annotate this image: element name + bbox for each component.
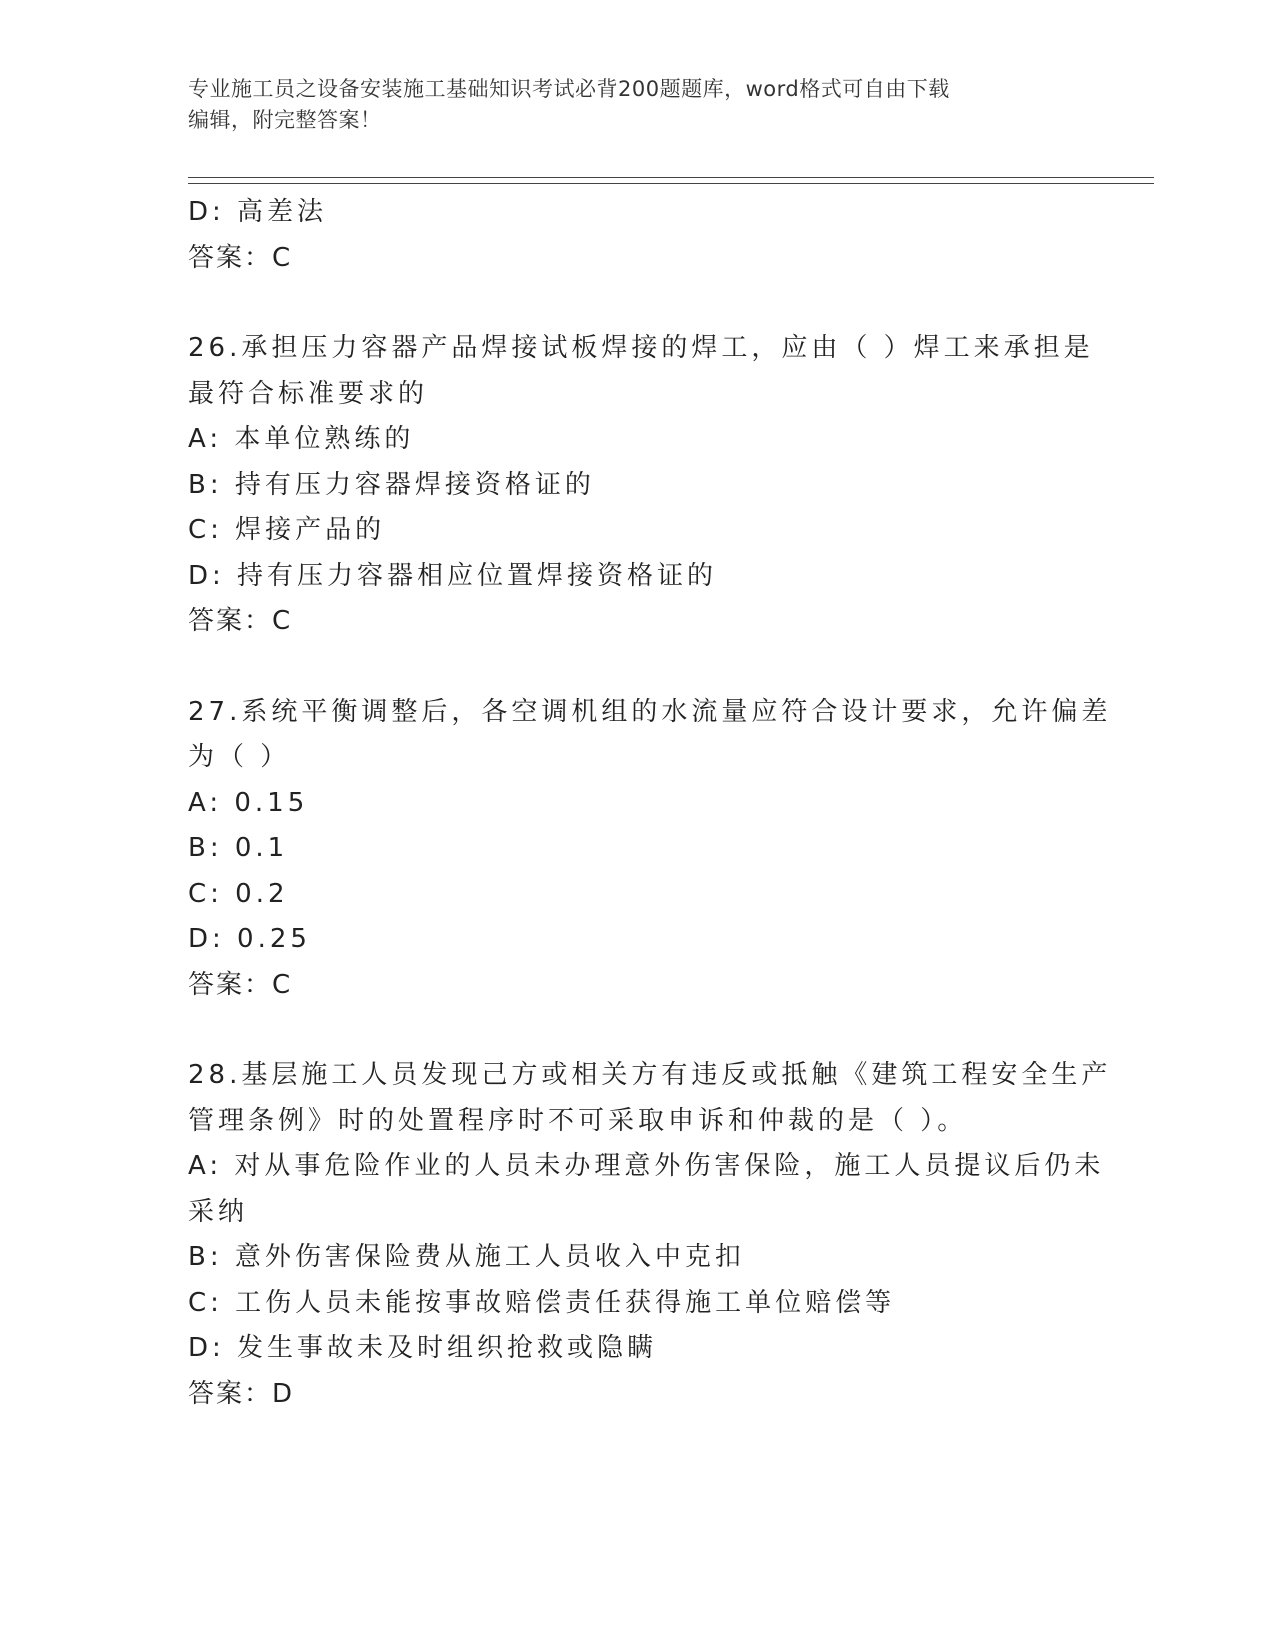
question-stem-continued: 管理条例》时的处置程序时不可采取申诉和仲裁的是（ ）。	[188, 1105, 968, 1136]
spacer	[188, 1008, 1088, 1053]
header-divider	[188, 177, 1154, 184]
header-title-line-2: 编辑，附完整答案！	[188, 108, 382, 132]
question-stem: 28.基层施工人员发现己方或相关方有违反或抵触《建筑工程安全生产	[188, 1060, 1112, 1090]
page-header	[188, 74, 1068, 136]
question-28	[188, 1053, 1112, 1417]
question-stem: 26.承担压力容器产品焊接试板焊接的焊工，应由（ ）焊工来承担是	[188, 333, 1094, 363]
option-a: A: 0.15	[188, 787, 309, 818]
option-d: D: 高差法	[188, 197, 328, 227]
header-title-line-1: 专业施工员之设备安装施工基础知识考试必背200题题库，word格式可自由下载	[188, 77, 950, 101]
option-c: C: 0.2	[188, 878, 289, 909]
question-27	[188, 690, 1112, 1009]
spacer	[188, 645, 1088, 690]
option-b: B: 0.1	[188, 833, 289, 863]
spacer	[188, 281, 1088, 326]
answer-line: 答案：C	[188, 242, 293, 273]
option-c: C: 工伤人员未能按事故赔偿责任获得施工单位赔偿等	[188, 1287, 896, 1318]
option-c: C: 焊接产品的	[188, 515, 386, 545]
question-stem-continued: 最符合标准要求的	[188, 378, 429, 409]
answer-line: 答案：C	[188, 606, 293, 636]
answer-line: 答案：D	[188, 1378, 295, 1409]
question-stem-continued: 为（ ）	[188, 742, 291, 772]
option-d: D: 0.25	[188, 924, 311, 954]
question-list	[188, 190, 1112, 1417]
option-a: A: 对从事危险作业的人员未办理意外伤害保险，施工人员提议后仍未	[188, 1151, 1105, 1181]
option-b: B: 持有压力容器焊接资格证的	[188, 469, 595, 500]
question-26	[188, 326, 1094, 645]
answer-line: 答案：C	[188, 969, 293, 1000]
option-b: B: 意外伤害保险费从施工人员收入中克扣	[188, 1242, 745, 1272]
option-a: A: 本单位熟练的	[188, 424, 415, 454]
option-a-continued: 采纳	[188, 1196, 249, 1227]
option-d: D: 持有压力容器相应位置焊接资格证的	[188, 560, 718, 591]
question-stem: 27.系统平衡调整后，各空调机组的水流量应符合设计要求，允许偏差	[188, 696, 1112, 727]
previous-question-tail	[188, 190, 1088, 281]
option-d: D: 发生事故未及时组织抢救或隐瞒	[188, 1333, 658, 1363]
